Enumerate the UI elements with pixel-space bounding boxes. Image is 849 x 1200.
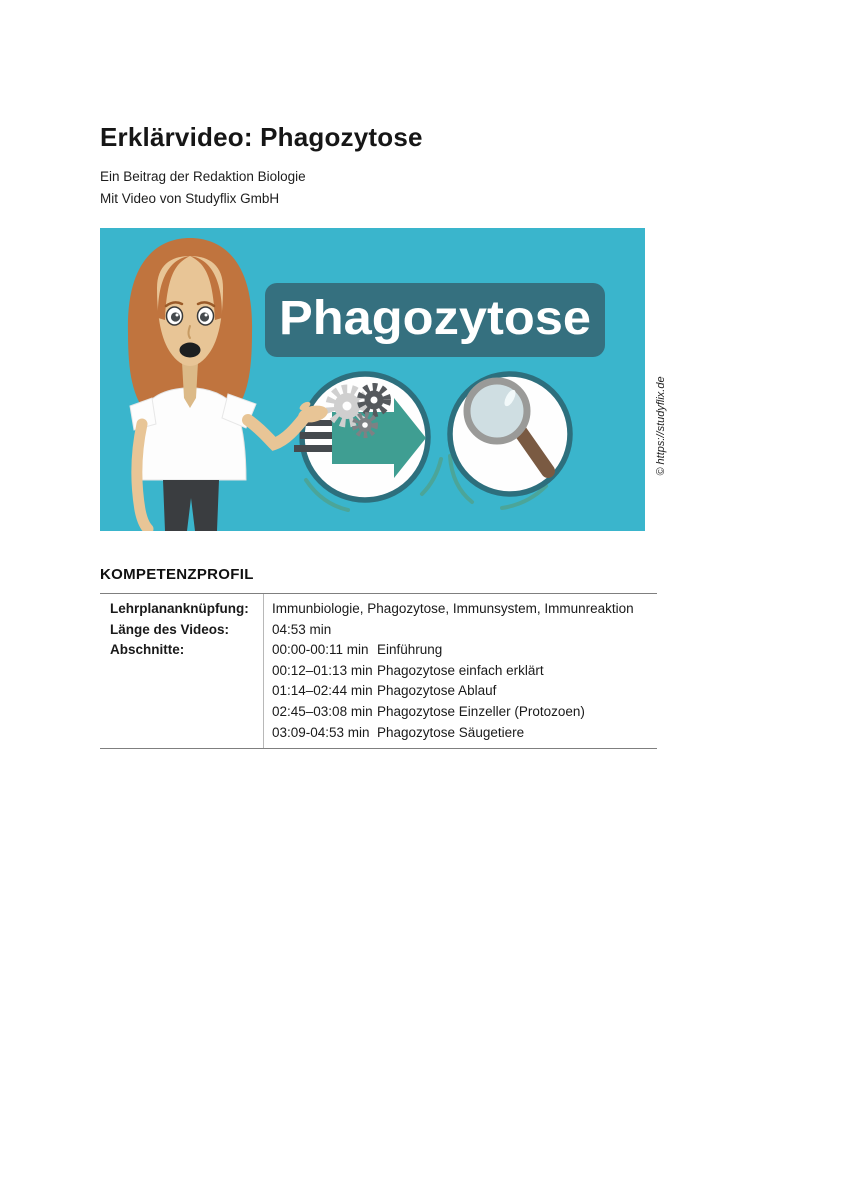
column-divider (263, 594, 264, 748)
row-label-sections: Abschnitte: (110, 642, 185, 658)
copyright-note: © https://studyflix.de (655, 376, 667, 476)
label-column (100, 599, 263, 743)
segment-title: Phagozytose Einzeller (Protozoen) (377, 703, 585, 719)
subtitle-line-2: Mit Video von Studyflix GmbH (100, 191, 280, 206)
page-title: Erklärvideo: Phagozytose (100, 122, 423, 152)
magnifier-lens (467, 381, 527, 441)
section-row (272, 681, 657, 702)
profile-table (100, 593, 657, 749)
segment-time: 00:00-00:11 min (272, 642, 369, 658)
segment-time: 03:09-04:53 min (272, 724, 370, 740)
mouth (180, 343, 201, 358)
subtitle-line-1: Ein Beitrag der Redaktion Biologie (100, 169, 306, 184)
segment-title: Phagozytose einfach erklärt (377, 662, 544, 678)
segment-title: Phagozytose Säugetiere (377, 724, 525, 740)
banner-label: Phagozytose (279, 292, 591, 345)
section-row (272, 702, 657, 723)
magnifier-icon (450, 374, 570, 494)
thumbnail-illustration (100, 228, 645, 531)
section-row (272, 640, 657, 661)
row-label-length: Länge des Videos: (110, 621, 230, 637)
segment-time: 01:14–02:44 min (272, 683, 373, 699)
segment-title: Phagozytose Ablauf (377, 683, 497, 699)
phagozytose-banner (265, 283, 605, 357)
subtitle-block (100, 166, 306, 210)
row-value-curriculum: Immunbiologie, Phagozytose, Immunsystem, Immunreaktion (272, 601, 634, 616)
segment-time: 00:12–01:13 min (272, 662, 373, 678)
section-row (272, 723, 657, 744)
segment-time: 02:45–03:08 min (272, 703, 373, 719)
video-thumbnail (100, 228, 645, 531)
kompetenzprofil-heading: KOMPETENZPROFIL (100, 566, 254, 583)
row-label-curriculum: Lehrplananknüpfung: (110, 601, 249, 616)
row-value-length: 04:53 min (272, 621, 332, 637)
value-column (263, 599, 657, 743)
section-row (272, 661, 657, 682)
segment-title: Einführung (377, 642, 443, 658)
